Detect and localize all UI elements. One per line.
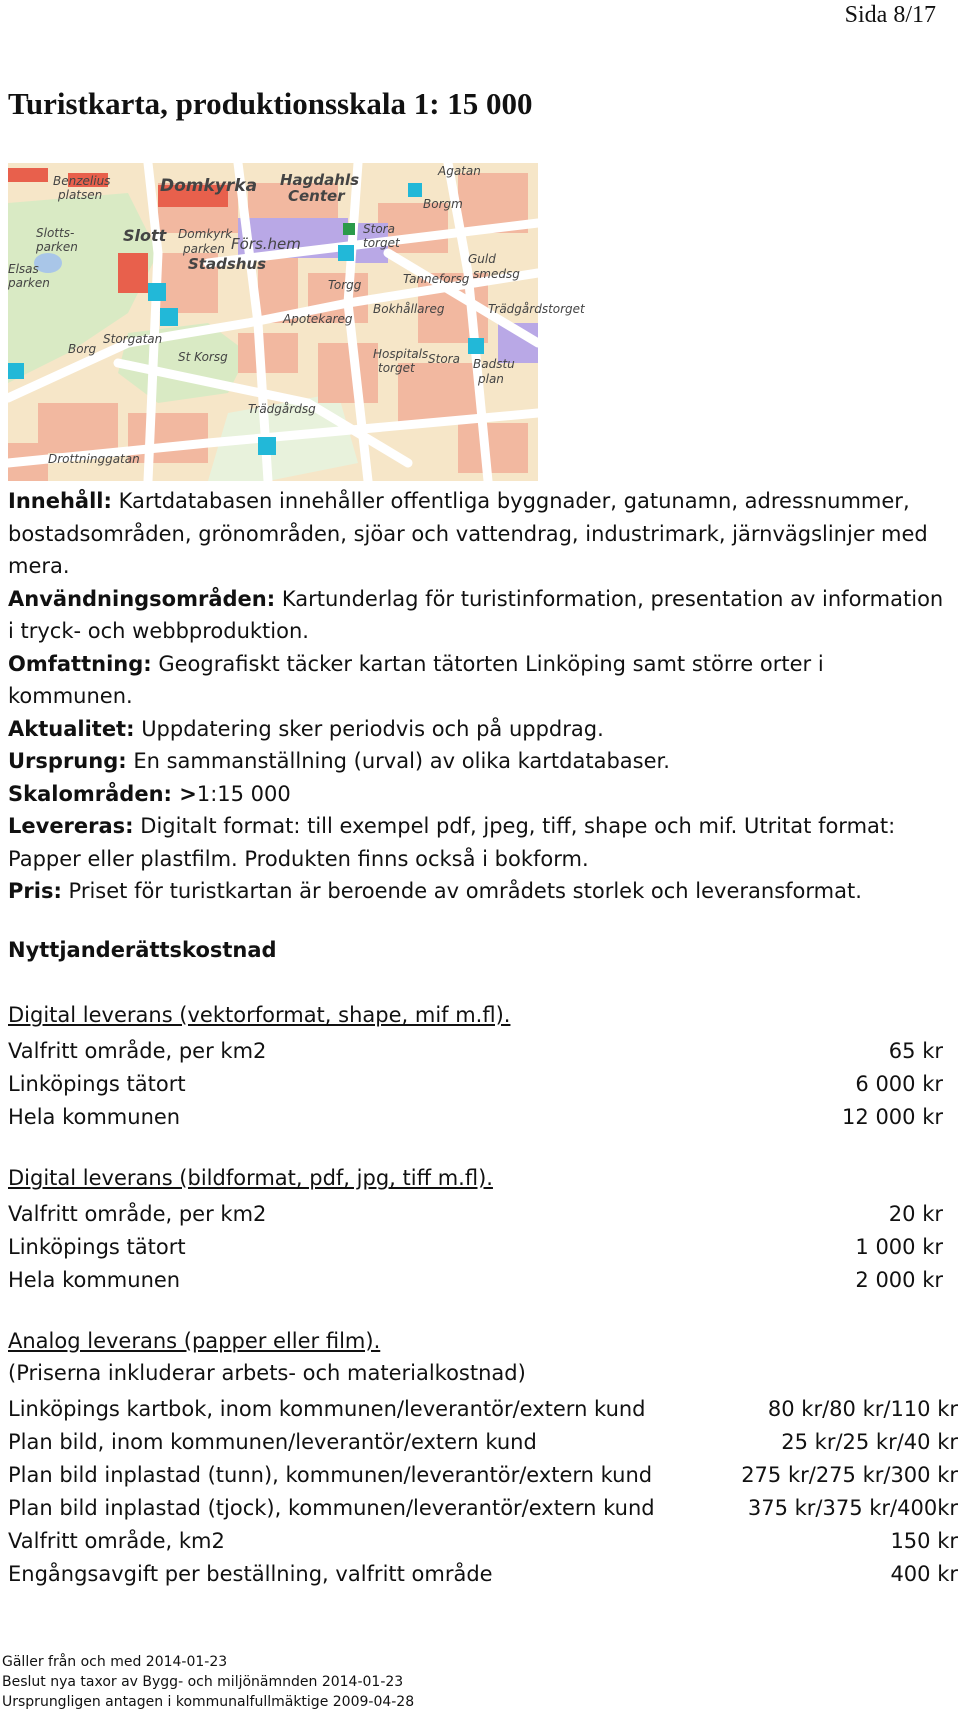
- price-row-price: 1 000 kr: [855, 1235, 943, 1259]
- info-text: Kartunderlag för turistinformation, presentation av information i tryck- och webbproduktion.: [8, 586, 944, 643]
- svg-text:Förs.hem: Förs.hem: [231, 235, 301, 253]
- svg-text:Benzelius: Benzelius: [53, 174, 111, 188]
- info-text: Priset för turistkartan är beroende av områdets storlek och leveransformat.: [68, 879, 862, 903]
- price-row-price: 375 kr/375 kr/400kr: [747, 1496, 958, 1520]
- info-label: Pris:: [8, 879, 62, 903]
- svg-text:Elsas: Elsas: [8, 262, 39, 276]
- svg-text:Trädgårdsg: Trädgårdsg: [248, 402, 316, 416]
- info-currency: [8, 713, 948, 746]
- price-row: [8, 1492, 958, 1524]
- svg-text:Center: Center: [288, 187, 345, 205]
- price-row-price: 275 kr/275 kr/300 kr: [741, 1463, 958, 1487]
- svg-text:parken: parken: [183, 242, 225, 256]
- svg-text:Borgm: Borgm: [423, 197, 463, 211]
- svg-text:plan: plan: [478, 372, 504, 386]
- price-row-name: Plan bild inplastad (tunn), kommunen/leverantör/extern kund: [8, 1463, 653, 1487]
- price-row-price: 12 000 kr: [842, 1105, 943, 1129]
- svg-text:torget: torget: [378, 361, 415, 375]
- price-row: [8, 1035, 943, 1067]
- svg-text:Badstu: Badstu: [473, 357, 515, 371]
- svg-text:Hospitals: Hospitals: [373, 347, 429, 361]
- price-row: [8, 1231, 943, 1263]
- info-label: Ursprung:: [8, 749, 127, 773]
- price-row-name: Engångsavgift per beställning, valfritt område: [8, 1562, 493, 1586]
- svg-text:Guld: Guld: [468, 252, 496, 266]
- svg-text:Bokhållareg: Bokhållareg: [373, 302, 445, 316]
- price-row-name: Linköpings kartbok, inom kommunen/leverantör/extern kund: [8, 1397, 646, 1421]
- svg-text:St Korsg: St Korsg: [178, 350, 228, 364]
- price-row-price: 80 kr/80 kr/110 kr: [767, 1397, 958, 1421]
- svg-text:Apotekareg: Apotekareg: [283, 312, 353, 326]
- svg-text:parken: parken: [8, 276, 50, 290]
- price-row-name: Linköpings tätort: [8, 1235, 186, 1259]
- footer: [2, 1652, 414, 1712]
- svg-text:Slott: Slott: [123, 226, 167, 245]
- product-description: [8, 485, 948, 908]
- info-label: Levereras:: [8, 814, 134, 838]
- info-text: 1:15 000: [196, 781, 291, 806]
- vector-section-title: Digital leverans (vektorformat, shape, mif m.fl).: [8, 1003, 511, 1027]
- price-row-name: Valfritt område, per km2: [8, 1039, 267, 1063]
- price-row: [8, 1393, 958, 1425]
- info-coverage: [8, 648, 948, 713]
- pricing-heading: Nyttjanderättskostnad: [8, 938, 277, 962]
- info-origin: [8, 745, 948, 778]
- price-row: [8, 1198, 943, 1230]
- info-text: Kartdatabasen innehåller offentliga byggnader, gatunamn, adressnummer, bostadsområden, grönområden, sjöar och vattendrag, industrimark, järnvägslinjer med mera.: [8, 489, 928, 578]
- price-row-price: 400 kr: [890, 1562, 958, 1586]
- price-row-price: 20 kr: [888, 1202, 943, 1226]
- price-row: [8, 1101, 943, 1133]
- page-title: Turistkarta, produktionsskala 1: 15 000: [8, 86, 533, 121]
- analog-section-title: Analog leverans (papper eller film).: [8, 1329, 381, 1353]
- price-row: [8, 1264, 943, 1296]
- info-usage: [8, 583, 948, 648]
- svg-text:Torgg: Torgg: [328, 278, 362, 292]
- info-text: Uppdatering sker periodvis och på uppdrag.: [141, 716, 604, 741]
- info-label: Aktualitet:: [8, 716, 135, 741]
- price-row: [8, 1525, 958, 1557]
- info-scale: [8, 778, 948, 811]
- info-label: Skalområden: >: [8, 781, 197, 806]
- footer-valid-from: Gäller från och med 2014-01-23: [2, 1654, 228, 1670]
- info-price: [8, 875, 948, 908]
- tourist-map-image: [8, 163, 585, 481]
- svg-text:Domkyrka: Domkyrka: [160, 176, 258, 196]
- price-row-price: 2 000 kr: [855, 1268, 943, 1292]
- svg-text:Stadshus: Stadshus: [188, 255, 267, 273]
- price-row-price: 65 kr: [888, 1039, 943, 1063]
- info-contents: [8, 485, 948, 583]
- info-label: Innehåll:: [8, 489, 112, 513]
- price-row-name: Valfritt område, km2: [8, 1529, 225, 1553]
- svg-text:Hagdahls: Hagdahls: [280, 171, 360, 189]
- svg-text:Trädgårdstorget: Trädgårdstorget: [488, 302, 585, 316]
- price-row: [8, 1068, 943, 1100]
- svg-text:Slotts-: Slotts-: [36, 226, 75, 240]
- price-row: [8, 1459, 958, 1491]
- svg-text:Tanneforsg: Tanneforsg: [403, 272, 470, 286]
- price-row-name: Hela kommunen: [8, 1105, 181, 1129]
- info-text: Digitalt format: till exempel pdf, jpeg, tiff, shape och mif. Utritat format: Papper eller plastfilm. Produkten finns också i bokform.: [8, 814, 896, 871]
- price-row-name: Hela kommunen: [8, 1268, 181, 1292]
- svg-text:Drottninggatan: Drottninggatan: [48, 452, 140, 466]
- price-row: [8, 1558, 958, 1590]
- footer-decision: Beslut nya taxor av Bygg- och miljönämnden 2014-01-23: [2, 1674, 404, 1690]
- svg-text:Stora: Stora: [363, 222, 395, 236]
- price-row-price: 150 kr: [890, 1529, 958, 1553]
- svg-text:Agatan: Agatan: [438, 164, 481, 178]
- price-row-price: 25 kr/25 kr/40 kr: [781, 1430, 958, 1454]
- price-row-name: Linköpings tätort: [8, 1072, 186, 1096]
- price-row-name: Plan bild inplastad (tjock), kommunen/leverantör/extern kund: [8, 1496, 655, 1520]
- svg-text:parken: parken: [36, 240, 78, 254]
- price-row: [8, 1426, 958, 1458]
- page-number: Sida 8/17: [844, 2, 936, 28]
- raster-section-title: Digital leverans (bildformat, pdf, jpg, tiff m.fl).: [8, 1166, 493, 1190]
- price-row-price: 6 000 kr: [855, 1072, 943, 1096]
- price-row-name: Valfritt område, per km2: [8, 1202, 267, 1226]
- svg-text:smedsg: smedsg: [473, 267, 520, 281]
- svg-text:Domkyrk: Domkyrk: [178, 227, 233, 241]
- analog-note: (Priserna inkluderar arbets- och materialkostnad): [8, 1361, 526, 1385]
- svg-text:Stora: Stora: [428, 352, 460, 366]
- info-text: Geografiskt täcker kartan tätorten Linköping samt större orter i kommunen.: [8, 651, 824, 708]
- price-row-name: Plan bild, inom kommunen/leverantör/extern kund: [8, 1430, 537, 1454]
- info-text: En sammanställning (urval) av olika kartdatabaser.: [133, 749, 670, 773]
- svg-text:Borg: Borg: [68, 342, 97, 356]
- svg-text:torget: torget: [363, 236, 400, 250]
- info-label: Användningsområden:: [8, 586, 276, 611]
- info-delivery: [8, 810, 948, 875]
- svg-text:Storgatan: Storgatan: [103, 332, 163, 346]
- info-label: Omfattning:: [8, 651, 152, 676]
- footer-adopted: Ursprungligen antagen i kommunalfullmäktige 2009-04-28: [2, 1694, 415, 1710]
- svg-text:platsen: platsen: [58, 188, 103, 202]
